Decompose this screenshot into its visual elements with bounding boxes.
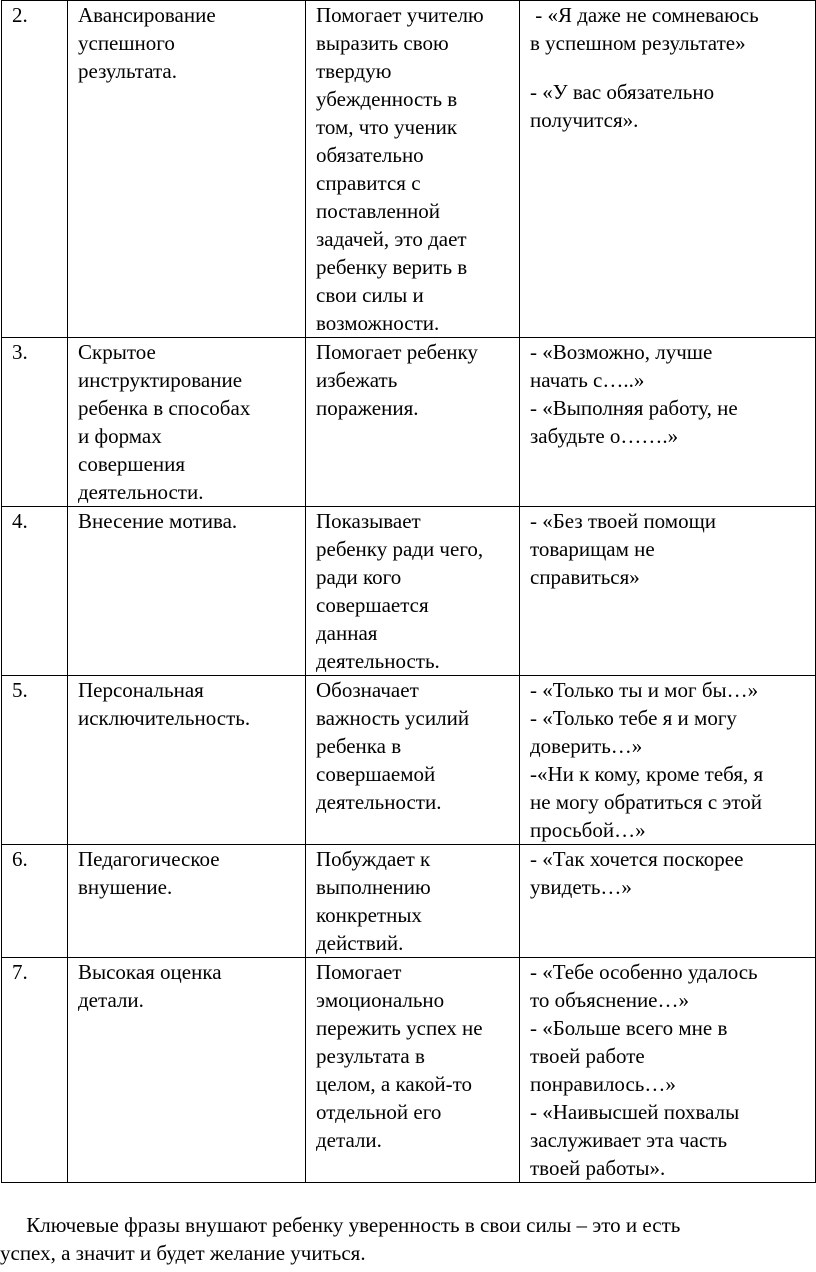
technique-examples-line: не могу обратиться с этой xyxy=(530,790,763,814)
technique-examples-line: справиться» xyxy=(530,565,640,589)
technique-description-line: Обозначает xyxy=(316,678,419,702)
table-body xyxy=(2,1,816,1183)
row-number: 4. xyxy=(12,509,28,533)
technique-name-line: Скрытое xyxy=(78,340,156,364)
technique-description-line: пережить успех не xyxy=(316,1016,483,1040)
technique-examples-line xyxy=(530,57,807,78)
technique-name-line: Персональная xyxy=(78,678,204,702)
table-row xyxy=(2,845,816,958)
technique-examples-cell xyxy=(520,845,816,958)
technique-name-line: Авансирование xyxy=(78,3,216,27)
row-number-cell xyxy=(2,1,68,338)
technique-description-line: ребенка в xyxy=(316,734,402,758)
technique-name-line: инструктирование xyxy=(78,368,243,392)
technique-examples-line: твоей работе xyxy=(530,1044,645,1068)
technique-examples-line: - «Возможно, лучше xyxy=(530,340,713,364)
row-number-cell xyxy=(2,958,68,1183)
technique-name-cell xyxy=(68,958,306,1183)
technique-examples-line: увидеть…» xyxy=(530,875,632,899)
technique-examples-cell xyxy=(520,507,816,676)
technique-description-line: убежденность в xyxy=(316,87,458,111)
technique-description-cell xyxy=(306,507,520,676)
technique-examples-line: понравилось…» xyxy=(530,1072,676,1096)
technique-examples-line: то объяснение…» xyxy=(530,988,690,1012)
technique-examples-line: -«Ни к кому, кроме тебя, я xyxy=(530,762,764,786)
table-row xyxy=(2,507,816,676)
technique-examples-line: - «Больше всего мне в xyxy=(530,1016,728,1040)
technique-description-line: избежать xyxy=(316,368,398,392)
table-row xyxy=(2,958,816,1183)
technique-description-line: свои силы и xyxy=(316,283,424,307)
technique-examples-line: доверить…» xyxy=(530,734,643,758)
technique-examples-line: начать с…..» xyxy=(530,368,645,392)
technique-name-cell xyxy=(68,338,306,507)
technique-name-line: и формах xyxy=(78,424,162,448)
row-number: 3. xyxy=(12,340,28,364)
technique-name-line: Высокая оценка xyxy=(78,960,222,984)
technique-examples-line: просьбой…» xyxy=(530,818,646,842)
technique-name-line: успешного xyxy=(78,31,175,55)
technique-description-cell xyxy=(306,676,520,845)
technique-examples-cell xyxy=(520,676,816,845)
technique-description-line: том, что ученик xyxy=(316,115,458,139)
technique-examples-line: - «Наивысшей похвалы xyxy=(530,1100,740,1124)
technique-description-line: конкретных xyxy=(316,903,422,927)
footer-paragraph xyxy=(0,1211,816,1267)
technique-description-line: поставленной xyxy=(316,199,440,223)
technique-description-line: ребенку ради чего, xyxy=(316,537,484,561)
technique-description-line: совершается xyxy=(316,593,429,617)
technique-description-line: совершаемой xyxy=(316,762,436,786)
technique-description-line: детали. xyxy=(316,1128,382,1152)
footer-line: успех, а значит и будет желание учиться. xyxy=(0,1241,366,1265)
technique-examples-cell xyxy=(520,1,816,338)
technique-examples-cell xyxy=(520,338,816,507)
row-number: 5. xyxy=(12,678,28,702)
table-row xyxy=(2,1,816,338)
technique-examples-line: - «Я даже не сомневаюсь xyxy=(530,3,759,27)
technique-description-line: справится с xyxy=(316,171,421,195)
technique-description-line: Помогает ребенку xyxy=(316,340,478,364)
technique-description-cell xyxy=(306,1,520,338)
table-row xyxy=(2,676,816,845)
technique-description-line: результата в xyxy=(316,1044,425,1068)
technique-description-line: данная xyxy=(316,621,378,645)
technique-name-cell xyxy=(68,676,306,845)
technique-examples-cell xyxy=(520,958,816,1183)
row-number-cell xyxy=(2,507,68,676)
row-number-cell xyxy=(2,676,68,845)
technique-examples-line: товарищам не xyxy=(530,537,655,561)
technique-name-line: ребенка в способах xyxy=(78,396,251,420)
technique-description-line: задачей, это дает xyxy=(316,227,467,251)
technique-examples-line: - «Только тебе я и могу xyxy=(530,706,737,730)
technique-name-line: исключительность. xyxy=(78,706,251,730)
row-number-cell xyxy=(2,845,68,958)
technique-examples-line: получится». xyxy=(530,108,639,132)
technique-description-line: поражения. xyxy=(316,396,419,420)
technique-examples-line: забудьте о…….» xyxy=(530,424,679,448)
technique-description-line: твердую xyxy=(316,59,392,83)
technique-name-line: внушение. xyxy=(78,875,173,899)
technique-description-line: деятельность. xyxy=(316,649,440,673)
technique-description-line: ребенку верить в xyxy=(316,255,468,279)
technique-description-line: возможности. xyxy=(316,311,440,335)
technique-description-line: Помогает учителю xyxy=(316,3,484,27)
technique-name-line: детали. xyxy=(78,988,144,1012)
technique-name-line: Внесение мотива. xyxy=(78,509,238,533)
technique-description-cell xyxy=(306,338,520,507)
technique-examples-line: заслуживает эта часть xyxy=(530,1128,728,1152)
table-row xyxy=(2,338,816,507)
footer-line: Ключевые фразы внушают ребенку уверенность в свои силы – это и есть xyxy=(0,1213,681,1237)
technique-description-line: ради кого xyxy=(316,565,402,589)
technique-description-line: отдельной его xyxy=(316,1100,442,1124)
row-number: 2. xyxy=(12,3,28,27)
technique-name-line: совершения xyxy=(78,452,186,476)
technique-examples-line: - «Так хочется поскорее xyxy=(530,847,744,871)
technique-description-cell xyxy=(306,958,520,1183)
technique-examples-line: - «У вас обязательно xyxy=(530,80,715,104)
technique-name-line: Педагогическое xyxy=(78,847,220,871)
technique-description-cell xyxy=(306,845,520,958)
technique-description-line: выполнению xyxy=(316,875,431,899)
technique-description-line: важность усилий xyxy=(316,706,470,730)
technique-name-cell xyxy=(68,845,306,958)
technique-description-line: обязательно xyxy=(316,143,424,167)
row-number: 7. xyxy=(12,960,28,984)
technique-examples-line: - «Выполняя работу, не xyxy=(530,396,738,420)
technique-examples-line: твоей работы». xyxy=(530,1156,666,1180)
technique-description-line: выразить свою xyxy=(316,31,449,55)
technique-description-line: эмоционально xyxy=(316,988,445,1012)
technique-description-line: деятельности. xyxy=(316,790,442,814)
technique-examples-line: - «Без твоей помощи xyxy=(530,509,716,533)
technique-examples-line: в успешном результате» xyxy=(530,31,746,55)
technique-name-line: результата. xyxy=(78,59,177,83)
technique-description-line: Показывает xyxy=(316,509,421,533)
technique-description-line: Помогает xyxy=(316,960,402,984)
technique-description-line: целом, а какой-то xyxy=(316,1072,472,1096)
technique-name-cell xyxy=(68,507,306,676)
technique-examples-line: - «Только ты и мог бы…» xyxy=(530,678,759,702)
row-number: 6. xyxy=(12,847,28,871)
row-number-cell xyxy=(2,338,68,507)
technique-description-line: Побуждает к xyxy=(316,847,431,871)
technique-description-line: действий. xyxy=(316,931,404,955)
technique-name-line: деятельности. xyxy=(78,480,204,504)
techniques-table xyxy=(1,0,816,1183)
technique-name-cell xyxy=(68,1,306,338)
technique-examples-line: - «Тебе особенно удалось xyxy=(530,960,758,984)
